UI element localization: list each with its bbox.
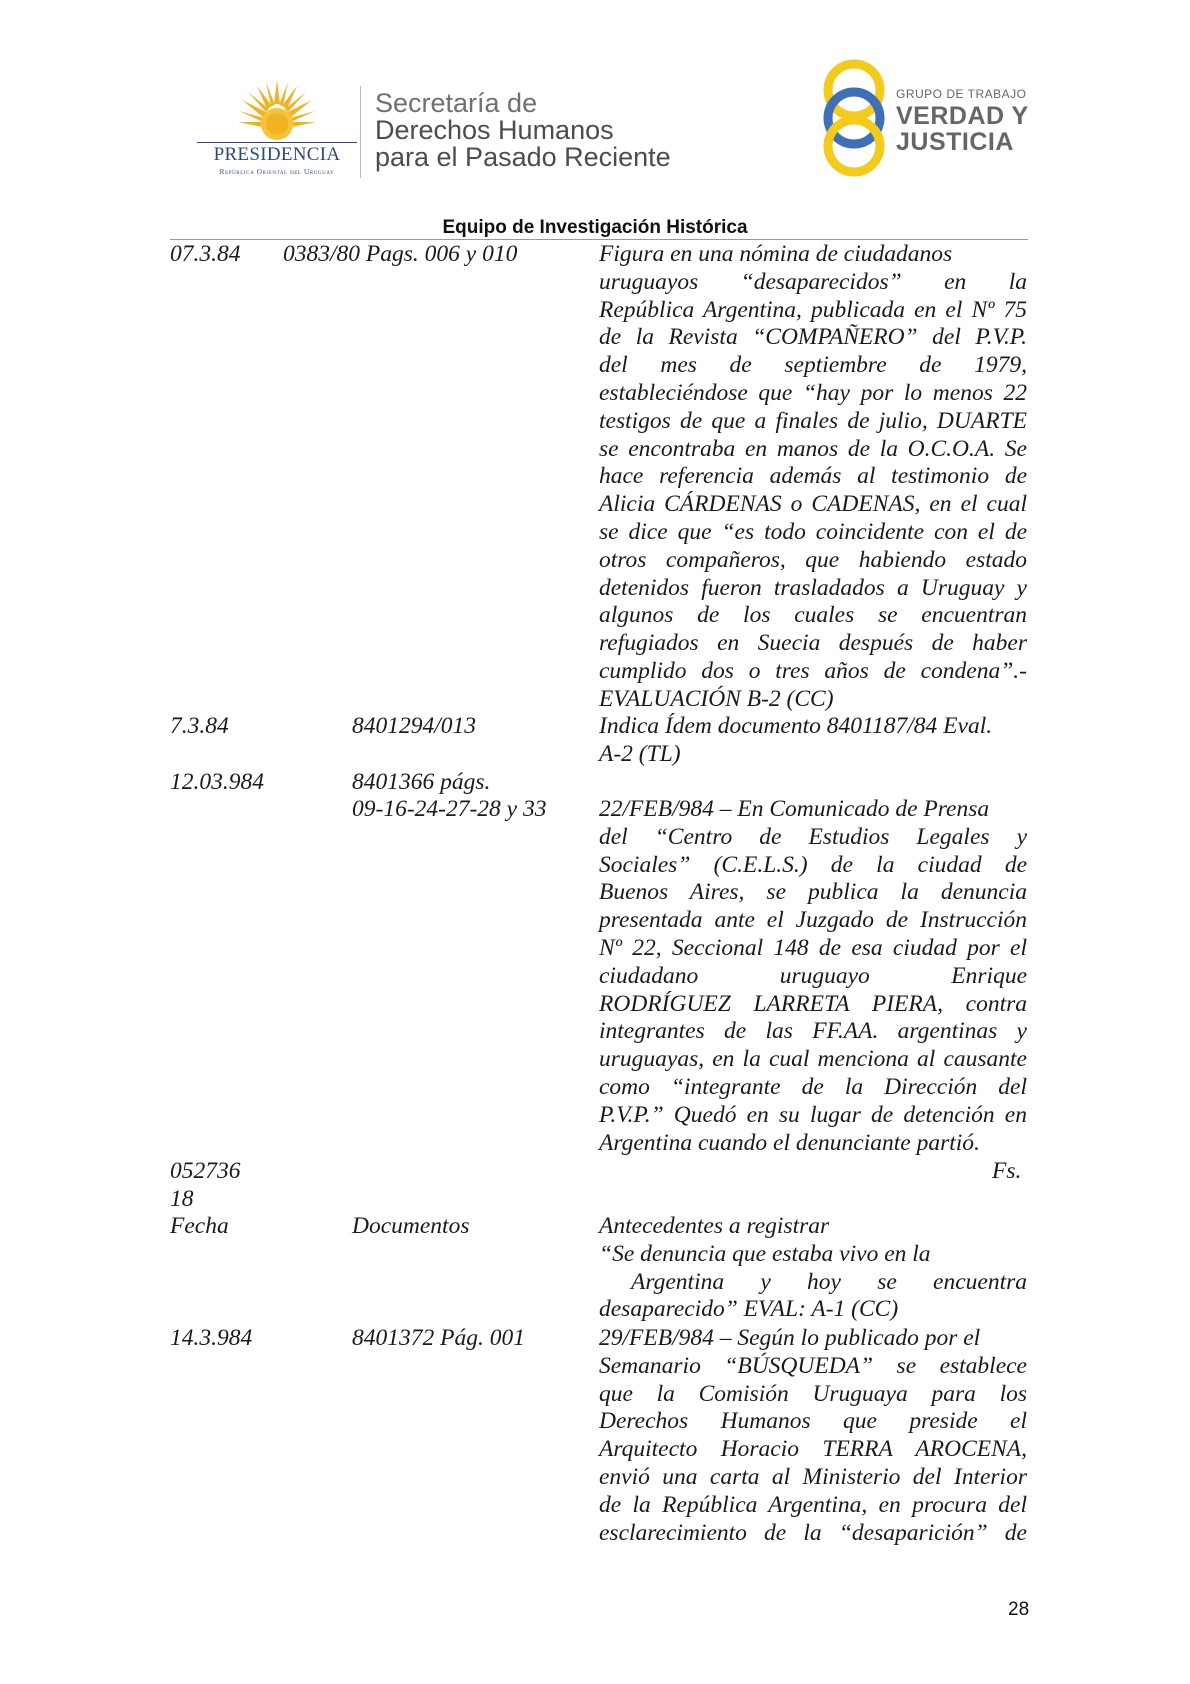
- row-6-date: 14.3.984: [170, 1325, 253, 1351]
- text-line: A-2 (TL): [599, 740, 681, 767]
- row-3-document-line-1: 8401366 págs.: [352, 769, 491, 795]
- row-3-date: 12.03.984: [170, 769, 264, 795]
- row-1-date: 07.3.84: [170, 241, 241, 267]
- text-line: Antecedentes a registrar: [599, 1213, 830, 1239]
- text-line: estableciéndose que “hay por lo menos 22: [599, 379, 1027, 406]
- row-3-document-line-2: 09-16-24-27-28 y 33: [352, 796, 547, 822]
- text-line: Sociales” (C.E.L.S.) de la ciudad de: [599, 851, 1027, 878]
- row-3-text: [599, 796, 1027, 1157]
- presidencia-logo: [197, 78, 357, 178]
- text-line: de la República Argentina, en procura del: [599, 1491, 1027, 1518]
- row-5-document: Documentos: [352, 1213, 470, 1239]
- folio-label: Fs.: [992, 1158, 1022, 1184]
- text-line: Figura en una nómina de ciudadanos: [599, 241, 953, 267]
- text-line: Arquitecto Horacio TERRA AROCENA,: [599, 1436, 1027, 1463]
- sun-emblem-icon: [236, 78, 318, 144]
- row-2-document: 8401294/013: [352, 713, 477, 739]
- text-line: hace referencia además al testimonio de: [599, 463, 1027, 490]
- logo-separator: [360, 86, 361, 178]
- secretaria-title: [375, 90, 671, 171]
- row-6-document: 8401372 Pág. 001: [352, 1325, 525, 1351]
- text-line: Alicia CÁRDENAS o CADENAS, en el cual: [599, 491, 1027, 518]
- text-line: se encontraba en manos de la O.C.O.A. Se: [599, 435, 1027, 462]
- text-line: EVALUACIÓN B-2 (CC): [599, 685, 834, 712]
- team-title: Equipo de Investigación Histórica: [442, 217, 748, 238]
- text-line: uruguayos “desaparecidos” en la: [599, 268, 1027, 295]
- text-line: RODRÍGUEZ LARRETA PIERA, contra: [599, 990, 1027, 1017]
- text-line: del mes de septiembre de 1979,: [599, 352, 1027, 379]
- text-line: algunos de los cuales se encuentran: [599, 602, 1027, 629]
- text-line: presentada ante el Juzgado de Instrucción: [599, 907, 1027, 934]
- text-line: de la Revista “COMPAÑERO” del P.V.P.: [599, 324, 1027, 351]
- text-line: detenidos fueron trasladados a Uruguay y: [599, 574, 1027, 601]
- row-5-date: Fecha: [170, 1213, 229, 1239]
- text-line: del “Centro de Estudios Legales y: [599, 823, 1027, 850]
- text-line: “Se denuncia que estaba vivo en la: [599, 1240, 931, 1267]
- text-line: Nº 22, Seccional 148 de esa ciudad por el: [599, 934, 1027, 961]
- gtvj-logo: [818, 56, 1033, 180]
- row-1-document: 0383/80 Pags. 006 y 010: [283, 241, 518, 267]
- secretaria-line-1: Secretaría de: [375, 88, 538, 118]
- row-4-ref-line-1: 052736: [170, 1158, 241, 1184]
- gtvj-line-1: GRUPO DE TRABAJO: [896, 87, 1027, 101]
- text-line: que la Comisión Uruguaya para los: [599, 1380, 1027, 1407]
- text-line: 29/FEB/984 – Según lo publicado por el: [599, 1325, 981, 1351]
- page-number: 28: [1008, 1599, 1030, 1620]
- row-2-text: [599, 713, 1027, 769]
- presidencia-rule: [197, 142, 357, 143]
- text-line: otros compañeros, que habiendo estado: [599, 546, 1027, 573]
- text-line: Indica Ídem documento 8401187/84 Eval.: [599, 713, 993, 739]
- text-line: integrantes de las FF.AA. argentinas y: [599, 1018, 1027, 1045]
- row-5-text: [599, 1213, 1027, 1324]
- text-line: desaparecido” EVAL: A-1 (CC): [599, 1296, 899, 1323]
- row-4-ref-line-2: 18: [170, 1186, 194, 1212]
- text-line: Argentina cuando el denunciante partió.: [599, 1129, 980, 1156]
- text-line: cumplido dos o tres años de condena”.-: [599, 657, 1027, 684]
- text-line: Buenos Aires, se publica la denuncia: [599, 879, 1027, 906]
- text-line: esclarecimiento de la “desaparición” de: [599, 1519, 1027, 1546]
- text-line: Argentina y hoy se encuentra: [631, 1268, 1027, 1295]
- presidencia-wordmark: PRESIDENCIA: [213, 144, 341, 165]
- gtvj-line-2: VERDAD Y: [896, 102, 1029, 130]
- text-line: 22/FEB/984 – En Comunicado de Prensa: [599, 796, 990, 822]
- text-line: Derechos Humanos que preside el: [599, 1408, 1027, 1435]
- text-line: P.V.P.” Quedó en su lugar de detención en: [599, 1101, 1027, 1128]
- header-rule: [170, 239, 1028, 240]
- text-line: se dice que “es todo coincidente con el de: [599, 518, 1027, 545]
- secretaria-line-3: para el Pasado Reciente: [375, 142, 671, 172]
- text-line: uruguayas, en la cual menciona al causante: [599, 1046, 1027, 1073]
- text-line: como “integrante de la Dirección del: [599, 1073, 1027, 1100]
- row-1-text: [599, 241, 1027, 714]
- row-2-date: 7.3.84: [170, 713, 229, 739]
- presidencia-subtitle: República Oriental del Uruguay: [219, 168, 335, 176]
- text-line: testigos de que a finales de julio, DUARTE: [599, 407, 1027, 434]
- gtvj-wordmark: [896, 88, 1029, 155]
- text-line: Semanario “BÚSQUEDA” se establece: [599, 1352, 1027, 1379]
- text-line: refugiados en Suecia después de haber: [599, 630, 1027, 657]
- text-line: ciudadano uruguayo Enrique: [599, 962, 1027, 989]
- row-6-text: [599, 1325, 1027, 1547]
- secretaria-line-2: Derechos Humanos: [375, 115, 614, 145]
- linked-rings-icon: [818, 56, 898, 180]
- gtvj-line-3: JUSTICIA: [896, 128, 1014, 156]
- text-line: envió una carta al Ministerio del Interior: [599, 1463, 1027, 1490]
- text-line: República Argentina, publicada en el Nº 75: [599, 296, 1027, 323]
